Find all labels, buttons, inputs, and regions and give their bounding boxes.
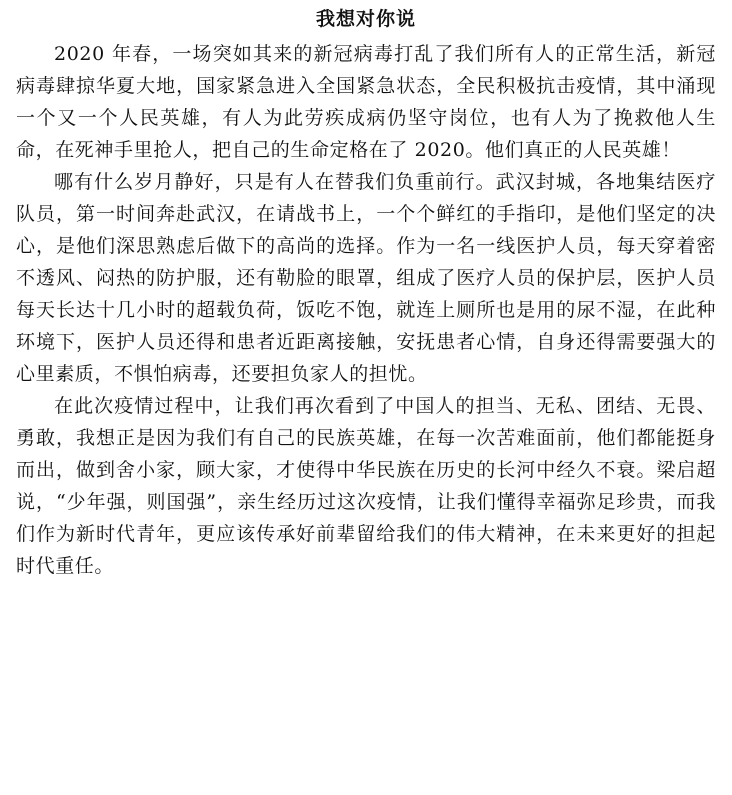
paragraph-3: 在此次疫情过程中，让我们再次看到了中国人的担当、无私、团结、无畏、勇敢，我想正是因为我们有自己的民族英雄，在每一次苦难面前，他们都能挺身而出，做到舍小家，顾大家，才使得中华民族在历史的长河中经久不衰。梁启超说，“少年强，则国强”，亲生经历过这次疫情，让我们懂得幸福弥足珍贵，而我们作为新时代青年，更应该传承好前辈留给我们的伟大精神，在未来更好的担起时代重任。 xyxy=(16,395,716,577)
document-title: 我想对你说 xyxy=(315,8,416,30)
paragraph-2: 哪有什么岁月静好，只是有人在替我们负重前行。武汉封城，各地集结医疗队员，第一时间奔赴武汉，在请战书上，一个个鲜红的手指印，是他们坚定的决心，是他们深思熟虑后做下的高尚的选择。作为一名一线医护人员，每天穿着密不透风、闷热的防护服，还有勒脸的眼罩，组成了医疗人员的保护层，医护人员每天长达十几小时的超载负荷，饭吃不饱，就连上厕所也是用的尿不湿，在此种环境下，医护人员还得和患者近距离接触，安抚患者心情，自身还得需要强大的心里素质，不惧怕病毒，还要担负家人的担忧。 xyxy=(16,171,716,385)
paragraph-1: 2020 年春，一场突如其来的新冠病毒打乱了我们所有人的正常生活，新冠病毒肆掠华夏大地，国家紧急进入全国紧急状态，全民积极抗击疫情，其中涌现一个又一个人民英雄，有人为此劳疾成病仍坚守岗位，也有人为了挽救他人生命，在死神手里抢人，把自己的生命定格在了 2020。他们真正的人民英雄！ xyxy=(16,43,716,161)
